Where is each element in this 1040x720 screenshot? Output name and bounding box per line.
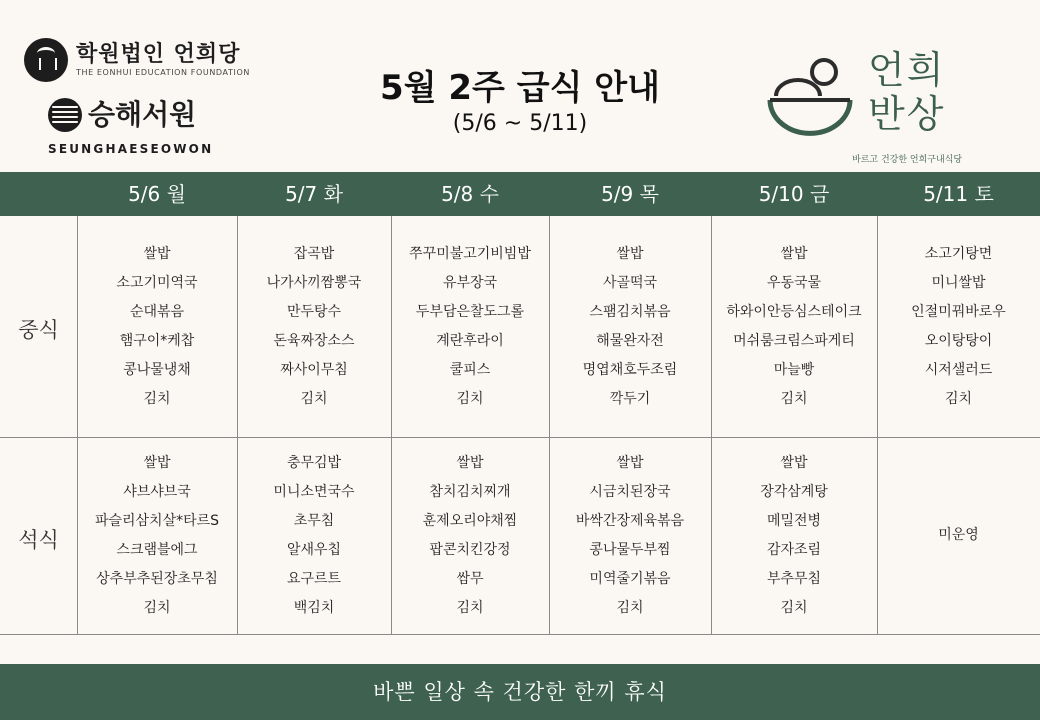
menu-item: 김치 <box>780 599 808 616</box>
menu-cell-lunch-wed <box>391 216 549 437</box>
menu-item: 콩나물냉채 <box>123 361 191 378</box>
day-header-tue: 5/7 화 <box>285 182 343 206</box>
menu-item: 파슬리삼치살*타르S <box>94 512 220 529</box>
menu-item: 소고기미역국 <box>116 274 198 291</box>
menu-cell-dinner-wed <box>391 437 549 634</box>
menu-item: 상추부추된장초무침 <box>96 570 218 587</box>
menu-item: 우동국물 <box>766 274 822 291</box>
menu-item: 훈제오리야채찜 <box>422 512 518 529</box>
menu-item: 소고기탕면 <box>924 245 993 262</box>
menu-item: 시저샐러드 <box>924 361 993 378</box>
menu-cell-dinner-tue <box>237 437 391 634</box>
menu-item: 메밀전병 <box>766 512 822 529</box>
meal-label-dinner: 석식 <box>18 528 59 552</box>
school-wave-icon <box>48 98 82 132</box>
menu-item: 만두탕수 <box>286 303 342 320</box>
menu-item: 김치 <box>300 390 328 407</box>
foundation-seal-icon <box>24 38 68 82</box>
menu-item: 쿨피스 <box>449 361 491 378</box>
menu-item: 김치 <box>780 390 808 407</box>
foundation-name-en: THE EONHUI EDUCATION FOUNDATION <box>76 68 250 77</box>
menu-item: 김치 <box>616 599 644 616</box>
day-header-sat: 5/11 토 <box>923 182 994 206</box>
menu-item: 해물완자전 <box>596 332 664 349</box>
day-header-fri: 5/10 금 <box>758 182 830 206</box>
menu-item: 시금치된장국 <box>589 483 671 500</box>
school-name-en: SEUNGHAESEOWON <box>48 142 214 156</box>
menu-item: 미니소면국수 <box>273 483 355 500</box>
page-subtitle: (5/6 ~ 5/11) <box>452 111 588 136</box>
menu-item: 김치 <box>456 390 484 407</box>
menu-item: 햄구이*케찹 <box>119 332 195 349</box>
menu-cell-lunch-tue <box>237 216 391 437</box>
menu-item: 쌀밥 <box>143 454 171 471</box>
cafeteria-brand-logo <box>762 48 1002 168</box>
menu-item: 쭈꾸미불고기비빔밥 <box>409 245 531 262</box>
menu-item: 쌀밥 <box>616 245 644 262</box>
menu-item: 오이탕탕이 <box>924 332 993 349</box>
foundation-logo <box>24 38 250 82</box>
grid-line <box>0 634 1040 635</box>
menu-item: 스팸김치볶음 <box>589 303 671 320</box>
menu-item: 쌀밥 <box>616 454 644 471</box>
menu-item: 쌀밥 <box>456 454 484 471</box>
menu-item: 미역줄기볶음 <box>589 570 671 587</box>
menu-item: 머쉬룸크림스파게티 <box>733 332 855 349</box>
menu-item: 짜사이무침 <box>280 361 348 378</box>
foundation-name: 학원법인 언희당 <box>76 42 241 67</box>
menu-item: 팝콘치킨강정 <box>429 541 511 558</box>
menu-item: 하와이안등심스테이크 <box>726 303 862 320</box>
menu-item: 마늘빵 <box>773 361 815 378</box>
menu-item: 쌈무 <box>456 570 484 587</box>
menu-cell-lunch-mon <box>77 216 237 437</box>
menu-item: 요구르트 <box>286 570 342 587</box>
meal-label-lunch: 중식 <box>18 318 59 342</box>
bowl-icon <box>762 58 862 138</box>
menu-item: 나가사끼짬뽕국 <box>266 274 362 291</box>
page-header <box>0 0 1040 172</box>
menu-item: 콩나물두부찜 <box>589 541 671 558</box>
menu-item: 사골떡국 <box>602 274 658 291</box>
menu-item: 감자조림 <box>766 541 822 558</box>
menu-cell-lunch-sat <box>877 216 1040 437</box>
menu-item: 스크램블에그 <box>116 541 198 558</box>
cafeteria-brand-tagline: 바르고 건강한 언희구내식당 <box>852 155 963 165</box>
day-header-thu: 5/9 목 <box>601 182 659 206</box>
menu-item: 잡곡밥 <box>293 245 335 262</box>
menu-item: 명엽채호두조림 <box>582 361 678 378</box>
page-title: 5월 2주 급식 안내 <box>380 68 660 108</box>
menu-cell-lunch-fri <box>711 216 877 437</box>
day-header-mon: 5/6 월 <box>128 182 186 206</box>
menu-item: 김치 <box>143 390 171 407</box>
menu-item: 장각삼계탕 <box>760 483 828 500</box>
menu-cell-dinner-mon <box>77 437 237 634</box>
menu-item: 미니쌀밥 <box>931 274 986 291</box>
menu-item: 초무침 <box>293 512 335 529</box>
menu-item: 충무김밥 <box>286 454 342 471</box>
menu-item: 깍두기 <box>609 390 651 407</box>
menu-cell-dinner-sat <box>877 437 1040 634</box>
menu-item: 김치 <box>944 390 973 407</box>
menu-item: 알새우칩 <box>286 541 342 558</box>
menu-cell-dinner-thu <box>549 437 711 634</box>
menu-item: 두부담은찰도그롤 <box>415 303 525 320</box>
footer-slogan: 바쁜 일상 속 건강한 한끼 휴식 <box>0 664 1040 720</box>
menu-item: 쌀밥 <box>780 245 808 262</box>
menu-item: 쌀밥 <box>780 454 808 471</box>
menu-item: 인절미꿔바로우 <box>911 303 1006 320</box>
menu-item: 김치 <box>456 599 484 616</box>
menu-cell-dinner-fri <box>711 437 877 634</box>
school-name: 승해서원 <box>88 98 197 131</box>
menu-item: 참치김치찌개 <box>429 483 511 500</box>
menu-item: 쌀밥 <box>143 245 171 262</box>
menu-cell-lunch-thu <box>549 216 711 437</box>
menu-item: 김치 <box>143 599 171 616</box>
menu-item: 백김치 <box>293 599 335 616</box>
menu-item: 순대볶음 <box>129 303 185 320</box>
menu-item: 부추무침 <box>766 570 822 587</box>
school-logo <box>48 98 213 156</box>
menu-item: 샤브샤브국 <box>123 483 191 500</box>
menu-item: 계란후라이 <box>436 332 504 349</box>
cafeteria-brand-name: 언희 반상 <box>868 48 946 136</box>
day-header-wed: 5/8 수 <box>441 182 499 206</box>
menu-item: 바싹간장제육볶음 <box>575 512 685 529</box>
menu-item: 돈육짜장소스 <box>273 332 355 349</box>
menu-item: 미운영 <box>938 527 979 543</box>
menu-item: 유부장국 <box>442 274 498 291</box>
